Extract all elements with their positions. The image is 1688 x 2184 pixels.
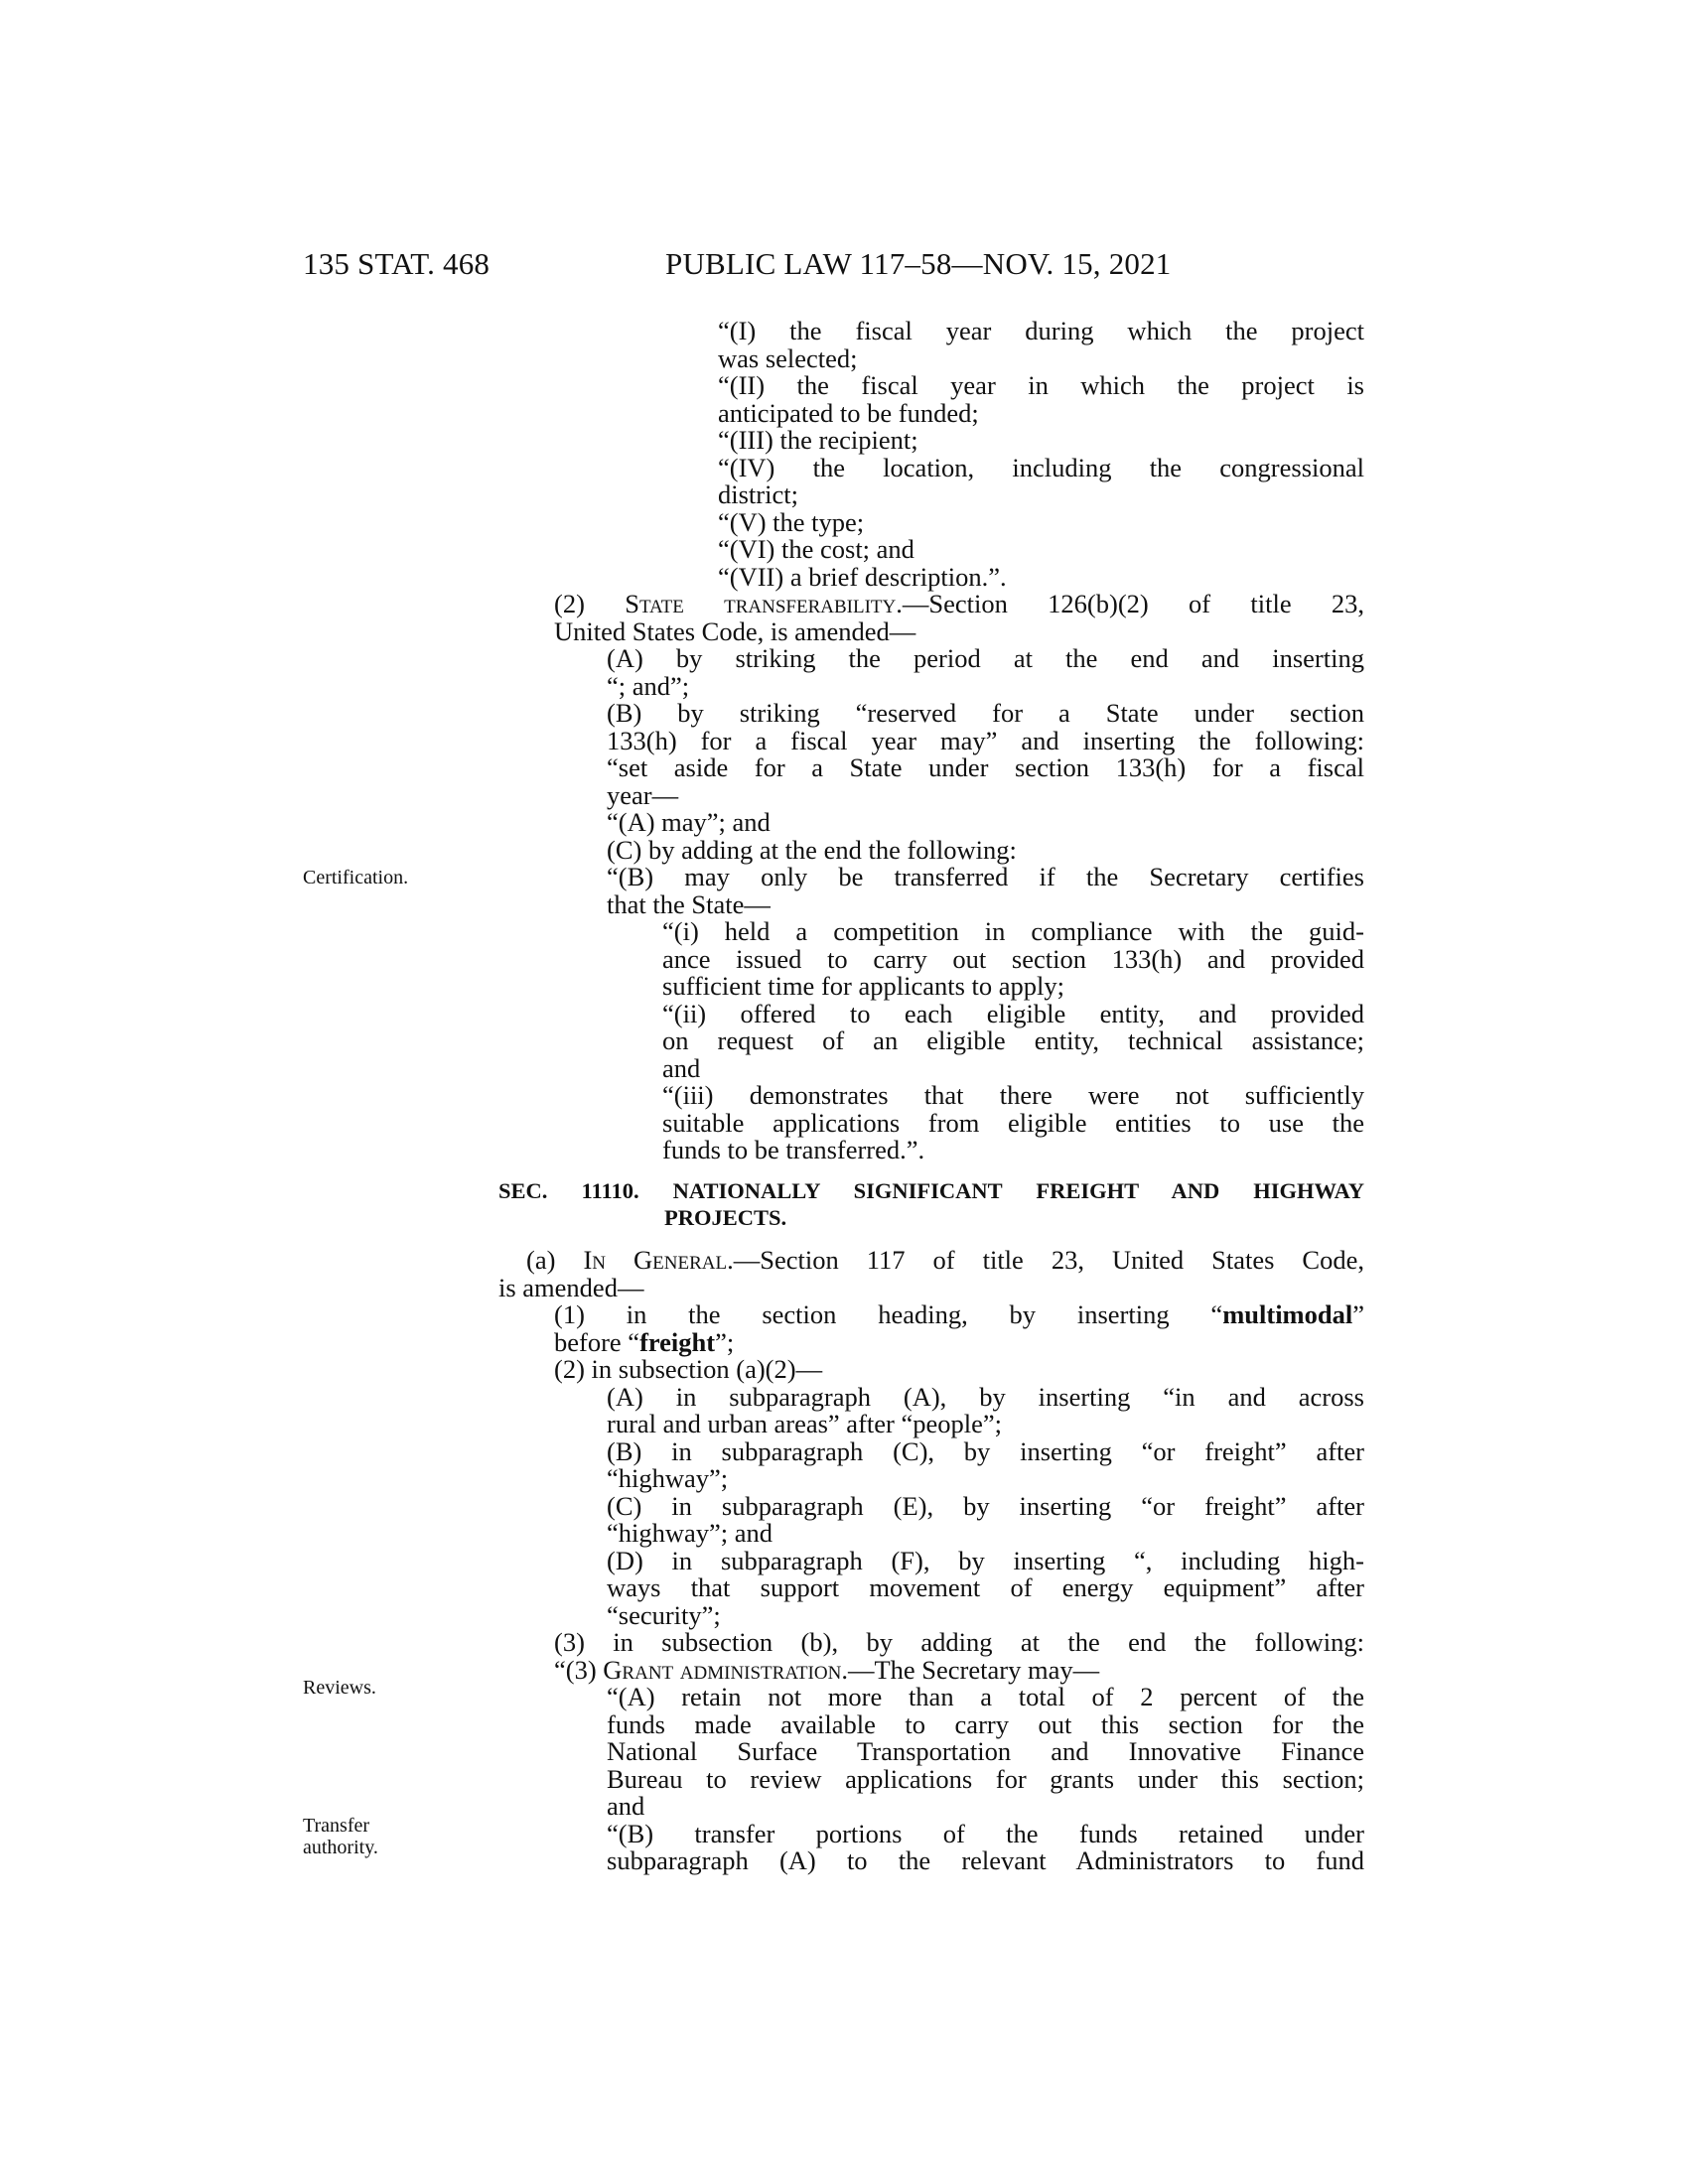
text-line: “(iii) demonstrates that there were not sufficiently: [662, 1080, 1364, 1110]
text-line: (2) State transferability.—Section 126(b)(2) of title 23,: [554, 589, 1365, 618]
text-line: funds to be transferred.”.: [662, 1135, 925, 1164]
text-line: (B) by striking “reserved for a State under section: [607, 698, 1364, 728]
text-line: (3) in subsection (b), by adding at the end the following:: [554, 1627, 1364, 1657]
text-line: is amended—: [498, 1272, 644, 1302]
text-line: “(VII) a brief description.”.: [718, 561, 1007, 592]
text-line: subparagraph (A) to the relevant Administrators to fund: [607, 1845, 1364, 1875]
text-line: (a) In General.—Section 117 of title 23, United States Code,: [526, 1245, 1364, 1275]
subsection-heading: State transferability: [625, 589, 897, 618]
margin-note-authority: authority.: [303, 1837, 378, 1858]
stat-page-reference: 135 STAT. 468: [303, 246, 491, 281]
text-line: district;: [718, 479, 798, 509]
public-law-title: PUBLIC LAW 117–58—NOV. 15, 2021: [665, 246, 1172, 281]
text-line: “set aside for a State under section 133(h) for a fiscal: [607, 752, 1364, 782]
text-line: “highway”; and: [607, 1518, 774, 1548]
text-line: “(i) held a competition in compliance with the guid-: [662, 916, 1364, 946]
text-line: “(III) the recipient;: [718, 425, 918, 455]
text-line: ance issued to carry out section 133(h) and provided: [662, 943, 1364, 974]
subsection-heading: In General: [583, 1245, 728, 1275]
text-line: “(A) retain not more than a total of 2 percent of the: [607, 1682, 1364, 1711]
text-line: year—: [607, 779, 679, 810]
margin-note-certification: Certification.: [303, 867, 409, 888]
text-line: “security”;: [607, 1599, 721, 1630]
margin-note-reviews: Reviews.: [303, 1677, 376, 1699]
text-line: (C) by adding at the end the following:: [607, 834, 1017, 865]
text-line: “(B) transfer portions of the funds retained under: [607, 1818, 1364, 1848]
text-line: rural and urban areas” after “people”;: [607, 1409, 1002, 1438]
subsection-heading: Grant administration: [603, 1654, 842, 1685]
text-line: 133(h) for a fiscal year may” and inserting the following:: [607, 725, 1364, 755]
text-line: that the State—: [607, 888, 771, 919]
text-line: ways that support movement of energy equipment” after: [607, 1572, 1364, 1602]
text-line: “(II) the fiscal year in which the project is: [718, 370, 1364, 400]
text-line: “(VI) the cost; and: [718, 534, 914, 564]
text-line: anticipated to be funded;: [718, 397, 979, 428]
text-line: “highway”;: [607, 1463, 729, 1493]
text-line: Bureau to review applications for grants under this section;: [607, 1763, 1364, 1794]
text-line: (A) in subparagraph (A), by inserting “in and across: [607, 1381, 1364, 1412]
text-line: “(IV) the location, including the congressional: [718, 452, 1364, 482]
text-line: (2) in subsection (a)(2)—: [554, 1354, 823, 1384]
text-line: United States Code, is amended—: [554, 615, 916, 646]
text-line: “; and”;: [607, 670, 690, 701]
section-heading: SEC. 11110. NATIONALLY SIGNIFICANT FREIGHT AND HIGHWAY: [498, 1178, 1364, 1203]
text-line: suitable applications from eligible entities to use the: [662, 1107, 1364, 1138]
text-line: (1) in the section heading, by inserting “multimodal”: [554, 1299, 1364, 1329]
page-header: [0, 246, 1688, 286]
text-line: (B) in subparagraph (C), by inserting “or freight” after: [607, 1435, 1364, 1466]
text-line: “(3) Grant administration.—The Secretary may—: [554, 1654, 1100, 1685]
text-line: (D) in subparagraph (F), by inserting “, including high-: [607, 1545, 1364, 1575]
text-line: “(A) may”; and: [607, 807, 771, 837]
text-line: on request of an eligible entity, technical assistance;: [662, 1025, 1364, 1055]
text-line: “(I) the fiscal year during which the project: [718, 316, 1364, 345]
section-heading: PROJECTS.: [664, 1205, 787, 1230]
text-line: before “freight”;: [554, 1326, 735, 1357]
text-line: (C) in subparagraph (E), by inserting “or freight” after: [607, 1490, 1364, 1521]
text-line: “(ii) offered to each eligible entity, and provided: [662, 998, 1364, 1028]
text-line: and: [662, 1052, 701, 1083]
text-line: funds made available to carry out this section for the: [607, 1708, 1364, 1739]
text-line: sufficient time for applicants to apply;: [662, 971, 1065, 1001]
text-line: “(B) may only be transferred if the Secretary certifies: [607, 862, 1364, 891]
text-line: National Surface Transportation and Innovative Finance: [607, 1736, 1364, 1766]
text-line: was selected;: [718, 342, 858, 373]
margin-note-transfer: Transfer: [303, 1815, 370, 1837]
text-line: and: [607, 1791, 645, 1821]
text-line: (A) by striking the period at the end and inserting: [607, 643, 1364, 673]
text-line: “(V) the type;: [718, 506, 865, 537]
